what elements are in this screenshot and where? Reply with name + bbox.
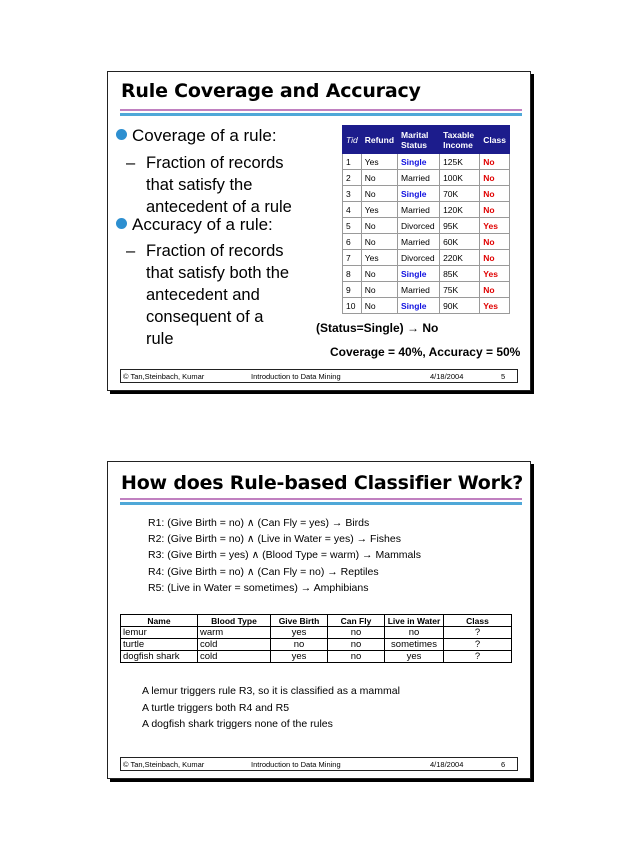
sub-line: consequent of a bbox=[146, 308, 264, 326]
table-cell: Married bbox=[398, 170, 440, 186]
stats-caption: Coverage = 40%, Accuracy = 50% bbox=[330, 345, 521, 359]
note-item: A dogfish shark triggers none of the rules bbox=[142, 718, 333, 730]
table-cell: No bbox=[480, 186, 510, 202]
rule-caption: (Status=Single) → No bbox=[316, 321, 439, 335]
table-row bbox=[343, 170, 510, 186]
slide-2 bbox=[107, 461, 531, 779]
table-cell: Yes bbox=[361, 250, 397, 266]
slide-title: Rule Coverage and Accuracy bbox=[121, 80, 421, 102]
table-cell: cold bbox=[198, 639, 271, 651]
table-cell: No bbox=[480, 282, 510, 298]
table-cell: Married bbox=[398, 202, 440, 218]
sub-bullet-accuracy bbox=[126, 240, 290, 350]
table-cell: 6 bbox=[343, 234, 362, 250]
dash-icon: – bbox=[126, 242, 136, 260]
table-row bbox=[343, 298, 510, 314]
table-row bbox=[343, 234, 510, 250]
table-cell: Yes bbox=[361, 154, 397, 170]
table-cell: 120K bbox=[440, 202, 480, 218]
table-cell: No bbox=[361, 298, 397, 314]
bullet-coverage bbox=[116, 126, 277, 146]
table-row bbox=[343, 218, 510, 234]
col-header: Give Birth bbox=[271, 615, 328, 627]
title-divider-purple bbox=[120, 498, 522, 500]
note-item: A lemur triggers rule R3, so it is classified as a mammal bbox=[142, 685, 400, 697]
table-cell: 5 bbox=[343, 218, 362, 234]
sub-line: that satisfy both the bbox=[146, 264, 290, 282]
table-cell: 70K bbox=[440, 186, 480, 202]
sub-line: Fraction of records bbox=[146, 242, 284, 260]
table-cell: No bbox=[480, 170, 510, 186]
table-cell: Married bbox=[398, 234, 440, 250]
table-cell: No bbox=[361, 218, 397, 234]
footer-authors: © Tan,Steinbach, Kumar bbox=[123, 760, 205, 769]
table-cell: Yes bbox=[480, 266, 510, 282]
table-cell: 4 bbox=[343, 202, 362, 218]
title-divider-blue bbox=[120, 113, 522, 116]
table-cell: Yes bbox=[361, 202, 397, 218]
sub-line: antecedent of a rule bbox=[146, 198, 292, 216]
title-divider-blue bbox=[120, 502, 522, 505]
col-header: Class bbox=[444, 615, 512, 627]
table-cell: 1 bbox=[343, 154, 362, 170]
table-cell: Divorced bbox=[398, 250, 440, 266]
table-cell: 8 bbox=[343, 266, 362, 282]
table-cell: cold bbox=[198, 651, 271, 663]
table-cell: ? bbox=[444, 639, 512, 651]
footer-authors: © Tan,Steinbach, Kumar bbox=[123, 372, 205, 381]
table-cell: Divorced bbox=[398, 218, 440, 234]
table-row bbox=[343, 186, 510, 202]
bullet-accuracy bbox=[116, 215, 273, 235]
table-cell: ? bbox=[444, 627, 512, 639]
rule-item: R4: (Give Birth = no) ∧ (Can Fly = no) → Reptiles bbox=[148, 565, 379, 578]
table-cell: dogfish shark bbox=[121, 651, 198, 663]
table-cell: No bbox=[480, 154, 510, 170]
notes-list bbox=[142, 683, 400, 733]
slide-footer bbox=[120, 757, 518, 771]
table-cell: warm bbox=[198, 627, 271, 639]
table-cell: 7 bbox=[343, 250, 362, 266]
table-cell: 220K bbox=[440, 250, 480, 266]
table-cell: no bbox=[271, 639, 328, 651]
note-item: A turtle triggers both R4 and R5 bbox=[142, 701, 290, 714]
table-row bbox=[343, 266, 510, 282]
table-cell: 2 bbox=[343, 170, 362, 186]
col-header: Taxable Income bbox=[440, 126, 480, 154]
table-cell: sometimes bbox=[385, 639, 444, 651]
table-cell: yes bbox=[271, 627, 328, 639]
bullet-dot-icon bbox=[116, 129, 127, 140]
table-cell: Yes bbox=[480, 218, 510, 234]
tax-records-table bbox=[342, 125, 510, 314]
table-cell: No bbox=[480, 250, 510, 266]
table-cell: Married bbox=[398, 282, 440, 298]
table-cell: no bbox=[385, 627, 444, 639]
col-header: Marital Status bbox=[398, 126, 440, 154]
animal-table bbox=[120, 614, 512, 663]
footer-date: 4/18/2004 bbox=[430, 760, 464, 769]
table-cell: Single bbox=[398, 154, 440, 170]
rule-list bbox=[148, 515, 421, 596]
table-cell: turtle bbox=[121, 639, 198, 651]
table-row bbox=[343, 154, 510, 170]
table-cell: 75K bbox=[440, 282, 480, 298]
table-cell: No bbox=[361, 234, 397, 250]
rule-item: R3: (Give Birth = yes) ∧ (Blood Type = warm) → Mammals bbox=[148, 549, 421, 562]
table-cell: No bbox=[361, 266, 397, 282]
table-row bbox=[343, 250, 510, 266]
dash-icon: – bbox=[126, 154, 136, 172]
table-cell: 85K bbox=[440, 266, 480, 282]
col-header: Live in Water bbox=[385, 615, 444, 627]
table-cell: yes bbox=[385, 651, 444, 663]
rule-item: R5: (Live in Water = sometimes) → Amphibians bbox=[148, 581, 369, 594]
table-row bbox=[121, 639, 512, 651]
table-cell: 10 bbox=[343, 298, 362, 314]
rule-item: R2: (Give Birth = no) ∧ (Live in Water = yes) → Fishes bbox=[148, 533, 401, 546]
table-cell: 100K bbox=[440, 170, 480, 186]
footer-date: 4/18/2004 bbox=[430, 372, 464, 381]
col-header: Name bbox=[121, 615, 198, 627]
sub-line: that satisfy the bbox=[146, 176, 253, 194]
table-cell: 3 bbox=[343, 186, 362, 202]
footer-book: Introduction to Data Mining bbox=[251, 372, 341, 381]
sub-line: antecedent and bbox=[146, 286, 260, 304]
table-cell: no bbox=[328, 639, 385, 651]
table-cell: 90K bbox=[440, 298, 480, 314]
table-cell: Single bbox=[398, 266, 440, 282]
col-header: Tid bbox=[343, 126, 362, 154]
footer-book: Introduction to Data Mining bbox=[251, 760, 341, 769]
table-cell: lemur bbox=[121, 627, 198, 639]
table-cell: Single bbox=[398, 298, 440, 314]
table-cell: Single bbox=[398, 186, 440, 202]
table-cell: no bbox=[328, 627, 385, 639]
table-row bbox=[343, 282, 510, 298]
table-cell: No bbox=[361, 170, 397, 186]
table-body bbox=[343, 154, 510, 314]
table-cell: 125K bbox=[440, 154, 480, 170]
table-cell: yes bbox=[271, 651, 328, 663]
table-cell: 9 bbox=[343, 282, 362, 298]
table-row bbox=[121, 651, 512, 663]
table-body bbox=[121, 627, 512, 663]
bullet-text: Accuracy of a rule: bbox=[132, 215, 273, 234]
footer-page: 5 bbox=[501, 372, 506, 381]
title-divider-purple bbox=[120, 109, 522, 111]
table-cell: No bbox=[361, 282, 397, 298]
col-header: Blood Type bbox=[198, 615, 271, 627]
table-cell: 60K bbox=[440, 234, 480, 250]
bullet-dot-icon bbox=[116, 218, 127, 229]
col-header: Refund bbox=[361, 126, 397, 154]
table-cell: No bbox=[480, 202, 510, 218]
slide-1 bbox=[107, 71, 531, 391]
footer-page: 6 bbox=[501, 760, 506, 769]
bullet-text: Coverage of a rule: bbox=[132, 126, 277, 145]
table-row bbox=[121, 627, 512, 639]
table-cell: No bbox=[361, 186, 397, 202]
col-header: Class bbox=[480, 126, 510, 154]
table-cell: Yes bbox=[480, 298, 510, 314]
slide-title: How does Rule-based Classifier Work? bbox=[121, 472, 524, 494]
table-cell: No bbox=[480, 234, 510, 250]
rule-item: R1: (Give Birth = no) ∧ (Can Fly = yes) → Birds bbox=[148, 517, 370, 529]
slide-footer bbox=[120, 369, 518, 383]
table-cell: 95K bbox=[440, 218, 480, 234]
table-row bbox=[343, 202, 510, 218]
table-cell: no bbox=[328, 651, 385, 663]
sub-bullet-coverage bbox=[126, 152, 292, 218]
table-cell: ? bbox=[444, 651, 512, 663]
sub-line: Fraction of records bbox=[146, 154, 284, 172]
sub-line: rule bbox=[146, 330, 174, 348]
col-header: Can Fly bbox=[328, 615, 385, 627]
